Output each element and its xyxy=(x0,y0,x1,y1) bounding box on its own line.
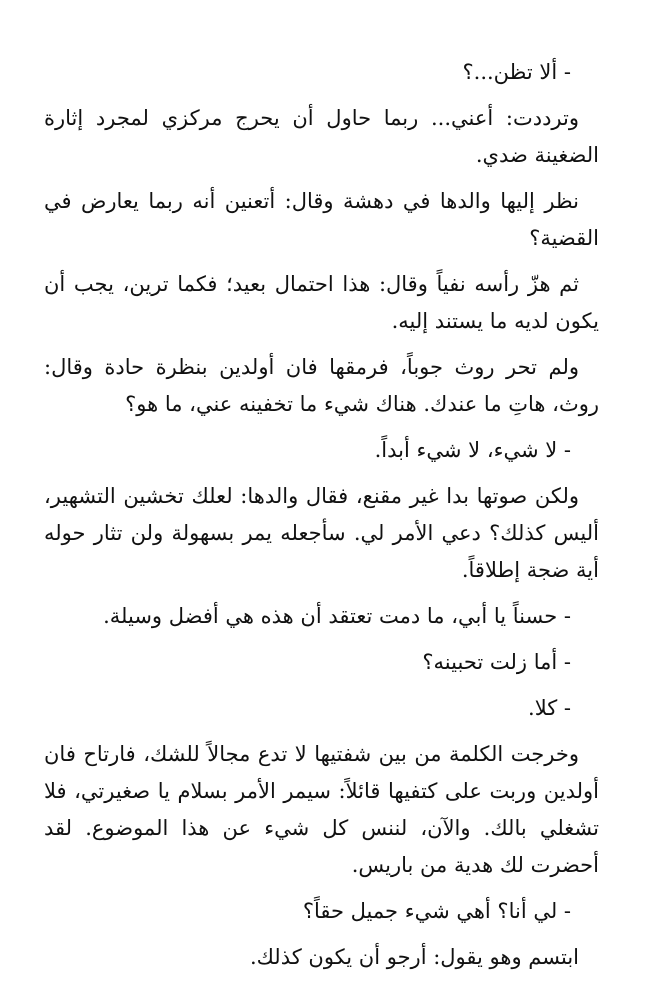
narrative-paragraph: ثم هزّ رأسه نفياً وقال: هذا احتمال بعيد؛ فكما ترين، يجب أن يكون لديه ما يستند إليه. xyxy=(44,272,599,333)
narrative-paragraph: ولكن صوتها بدا غير مقنع، فقال والدها: لعلك تخشين التشهير، أليس كذلك؟ دعي الأمر لي. سأجعله يمر بسهولة ولن تثار حوله أية ضجة إطلاقاً. xyxy=(44,484,599,582)
narrative-paragraph: وخرجت الكلمة من بين شفتيها لا تدع مجالاً للشك، فارتاح فان أولدين وربت على كتفيها قائلاً: سيمر الأمر بسلام يا صغيرتي، فلا تشغلي بالك. والآن، لننس كل شيء عن هذا الموضوع. لقد أحضرت لك هدية من باريس. xyxy=(44,742,599,877)
dialog-line: - حسناً يا أبي، ما دمت تعتقد أن هذه هي أفضل وسيلة. xyxy=(103,604,571,628)
dialog-line: - لا شيء، لا شيء أبداً. xyxy=(374,438,571,462)
narrative-paragraph: وترددت: أعني... ربما حاول أن يحرج مركزي لمجرد إثارة الضغينة ضدي. xyxy=(44,106,599,167)
dialog-line: - ألا تظن...؟ xyxy=(462,60,571,84)
dialog-line: - أما زلت تحبينه؟ xyxy=(422,650,571,674)
narrative-paragraph: نظر إليها والدها في دهشة وقال: أتعنين أنه ربما يعارض في القضية؟ xyxy=(44,189,599,250)
dialog-line: - لي أنا؟ أهي شيء جميل حقاً؟ xyxy=(302,899,571,923)
book-page xyxy=(44,54,599,985)
dialog-line: - كلا. xyxy=(528,696,571,720)
narrative-paragraph: ولم تحر روث جوباً، فرمقها فان أولدين بنظرة حادة وقال: روث، هاتِ ما عندك. هناك شيء ما تخفينه عني، ما هو؟ xyxy=(44,355,599,416)
narrative-paragraph: ابتسم وهو يقول: أرجو أن يكون كذلك. xyxy=(249,945,579,969)
